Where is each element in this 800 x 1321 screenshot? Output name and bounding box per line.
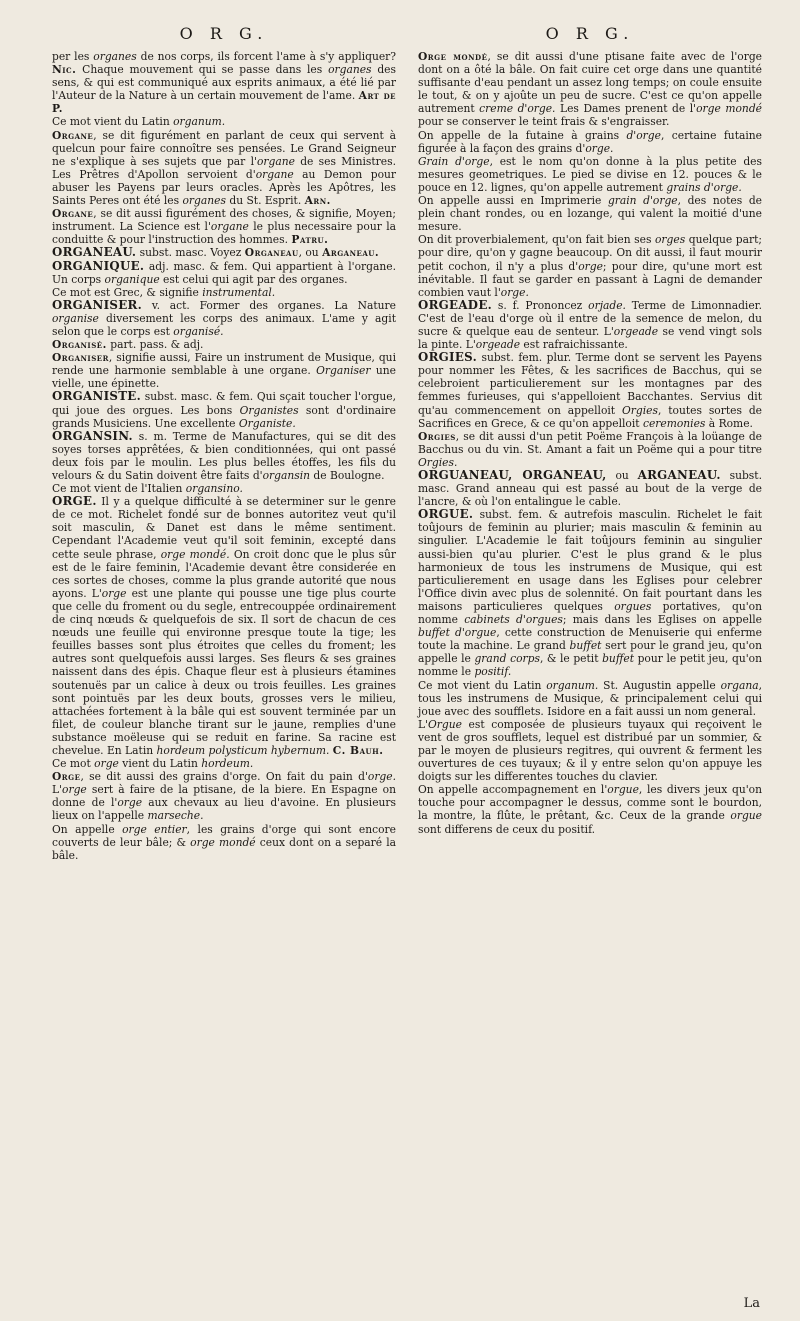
dictionary-entry: Orge mondé, se dit aussi d'une ptisane faite avec de l'orge dont on a ôté la bâle. On fait cuire cet orge dans une quantité suffisante d'eau pendant un assez long temps; on coule ensuite le tout, & on y ajoûte un peu de sucre. C'est ce qu'on appelle autrement creme d'orge. Les Dames prenent de l'orge mondé pour se conserver le teint frais & s'engraisser.: [418, 50, 762, 129]
dictionary-entry: On appelle orge entier, les grains d'orge qui sont encore couverts de leur bâle; & orge mondé ceux dont on a separé la bâle.: [52, 822, 397, 862]
dictionary-entry: ORGANISTE. subst. masc. & fem. Qui sçait toucher l'orgue, qui joue des orgues. Les bons Organistes sont d'ordinaire grands Musiciens. Une excellente Organiste.: [52, 389, 396, 430]
right-running-head: O R G.: [545, 24, 635, 43]
dictionary-entry: ORGE. Il y a quelque difficulté à se determiner sur le genre de ce mot. Richelet fondé sur de bonnes autoritez veut qu'il soit masculin, & Danet est dans le même sentiment. Cependant l'Academie veut qu'il soit feminin, excepté dans cette seule phrase, orge mondé. On croit donc que le plus sûr est de le faire feminin, l'Academie devant être considerée en ces sortes de choses, comme la plus grande autorité que nous ayons. L'orge est une plante qui pousse une tige plus courte que celle du froment ou du segle, entrecouppée ordinairement de cinq nœuds & quelquefois de six. Il sort de chacun de ces nœuds une feuille qui environne presque toute la tige; les feuilles basses sont plus étroites que celles du froment; les autres sont quelquefois aussi larges. Ses fleurs & ses graines naissent dans des épis. Chaque fleur est à plusieurs étamines soutenuës par un calice à deux ou trois feuilles. Les graines sont pointuës par les deux bouts, grosses vers le milieu, attachées fortement à la bâle qui est souvent terminée par un filet, de couleur blanche tirant sur le jaune, remplies d'une substance moëleuse qui se reduit en farine. Sa racine est chevelue. En Latin hordeum polysticum hybernum. C. Bauh.: [52, 494, 397, 757]
dictionary-entry: per les organes de nos corps, ils forcent l'ame à s'y appliquer? Nic. Chaque mouvement qui se passe dans les organes des sens, & qui est communiqué aux esprits animaux, a été lié par l'Auteur de la Nature à un certain mouvement de l'ame. Art de P.: [52, 50, 397, 116]
dictionary-entry: ORGEADE. s. f. Prononcez orjade. Terme de Limonnadier. C'est de l'eau d'orge où il entre de la semence de melon, du sucre & quelque eau de senteur. L'orgeade se vend vingt sols la pinte. L'orgeade est rafraichissante.: [418, 297, 762, 352]
dictionary-entry: Orge, se dit aussi des grains d'orge. On fait du pain d'orge. L'orge sert à faire de la ptisane, de la biere. En Espagne on donne de l'orge aux chevaux au lieu d'avoine. En plusieurs lieux on l'appelle marseche.: [52, 770, 396, 823]
left-running-head: O R G.: [179, 24, 269, 43]
right-column: [418, 24, 762, 862]
left-entries: [52, 50, 396, 862]
dictionary-entry: On dit proverbialement, qu'on fait bien ses orges quelque part; pour dire, qu'on y gagne beaucoup. On dit aussi, il faut mourir petit cochon, il n'y a plus d'orge; pour dire, qu'une mort est inévitable. Il faut se garder en passant à Lagni de demander combien vaut l'orge.: [418, 233, 763, 299]
dictionary-entry: On appelle aussi en Imprimerie grain d'orge, des notes de plein chant rondes, ou en lozange, qui valent la moitié d'une mesure.: [418, 194, 762, 234]
dictionary-entry: Grain d'orge, est le nom qu'on donne à la plus petite des mesures geometriques. Le pied se divise en 12. pouces & le pouce en 12. lignes, qu'on appelle autrement grains d'orge.: [418, 154, 762, 194]
dictionary-entry: Organe, se dit figurément en parlant de ceux qui servent à quelcun pour faire connoître ses pensées. Le Grand Seigneur ne s'explique à ses sujets que par l'organe de ses Ministres. Les Prêtres d'Apollon servoient d'organe au Demon pour abuser les Payens par leurs oracles. Après les Apôtres, les Saints Peres ont été les organes du St. Esprit. Arn.: [52, 128, 396, 208]
dictionary-entry: L'Orgue est composée de plusieurs tuyaux qui reçoivent le vent de gros soufflets, lequel est distribué par un sommier, & par le moyen de plusieurs regitres, qui ouvrent & ferment les ouvertures de ces tuyaux; & il y entre selon qu'on appuye les doigts sur les differentes touches du clavier.: [418, 717, 762, 784]
left-column: [52, 24, 396, 862]
dictionary-entry: ORGANISER. v. act. Former des organes. La Nature organise diversement les corps des animaux. L'ame y agit selon que le corps est organisé.: [52, 297, 396, 338]
dictionary-entry: ORGUANEAU, ORGANEAU, ou ARGANEAU. subst. masc. Grand anneau qui est passé au bout de la verge de l'ancre, & où l'on entalingue le cable.: [418, 468, 762, 509]
dictionary-entry: Ce mot orge vient du Latin hordeum.: [52, 757, 254, 771]
dictionary-entry: Ce mot vient de l'Italien organsino.: [52, 482, 243, 496]
dictionary-entry: ORGUE. subst. fem. & autrefois masculin. Richelet le fait toûjours de feminin au plurier; mais masculin & feminin au singulier. L'Academie le fait toûjours feminin au singulier aussi-bien qu'au plurier. C'est le plus grand & le plus harmonieux de tous les instrumens de Musique, qui est particulierement en usage dans les Eglises pour celebrer l'Office divin avec plus de solennité. On fait pourtant dans les maisons particulieres quelques orgues portatives, qu'on nomme cabinets d'orgues; mais dans les Eglises on appelle buffet d'orgue, cette construction de Menuiserie qui enferme toute la machine. Le grand buffet sert pour le grand jeu, qu'on appelle le grand corps, & le petit buffet pour le petit jeu, qu'on nomme le positif.: [418, 507, 763, 679]
dictionary-entry: ORGANIQUE. adj. masc. & fem. Qui appartient à l'organe. Un corps organique est celui qui agit par des organes.: [52, 258, 396, 286]
catchword: La: [743, 1296, 760, 1311]
dictionary-entry: ORGANSIN. s. m. Terme de Manufactures, qui se dit des soyes torses apprêtées, & bien conditionnées, qui ont passé deux fois par le moulin. Les plus belles étoffes, les fils du velours & du Satin doivent être faits d'organsin de Boulogne.: [52, 428, 396, 482]
right-entries: [418, 50, 762, 836]
dictionary-entry: Ce mot est Grec, & signifie instrumental.: [52, 285, 276, 299]
dictionary-entry: On appelle accompagnement en l'orgue, les divers jeux qu'on touche pour accompagner le dessus, comme sont le bourdon, la montre, la flûte, le prêtant, &c. Ceux de la grande orgue sont differens de ceux du positif.: [418, 783, 762, 836]
dictionary-entry: Organisé. part. pass. & adj.: [52, 338, 204, 352]
dictionary-entry: Organe, se dit aussi figurément des choses, & signifie, Moyen; instrument. La Science est l'organe le plus necessaire pour la conduitte & pour l'instruction des hommes. Patru.: [52, 207, 396, 247]
dictionary-entry: Orgies, se dit aussi d'un petit Poëme François à la loüange de Bacchus ou du vin. St. Amant a fait un Poëme qui a pour titre Orgies.: [418, 429, 762, 469]
dictionary-entry: ORGIES. subst. fem. plur. Terme dont se servent les Payens pour nommer les Fêtes, & les sacrifices de Bacchus, qui se celebroient particulierement sur les montagnes par des femmes furieuses, qui s'appelloient Bacchantes. Servius dit qu'au commencement on appelloit Orgies, toutes sortes de Sacrifices en Grece, & ce qu'on appelloit ceremonies à Rome.: [418, 350, 762, 430]
dictionary-entry: Ce mot vient du Latin organum. St. Augustin appelle organa, tous les instrumens de Musique, & principalement celui qui joue avec des soufflets. Isidore en a fait aussi un nom general.: [418, 678, 762, 718]
dictionary-entry: ORGANEAU. subst. masc. Voyez Organeau, ou Arganeau.: [52, 245, 380, 260]
dictionary-entry: On appelle de la futaine à grains d'orge, certaine futaine figurée à la façon des grains d'orge.: [418, 128, 762, 155]
dictionary-entry: Organiser, signifie aussi, Faire un instrument de Musique, qui rende une harmonie semblable à une organe. Organiser une vielle, une épinette.: [52, 351, 396, 391]
dictionary-entry: Ce mot vient du Latin organum.: [52, 115, 226, 129]
